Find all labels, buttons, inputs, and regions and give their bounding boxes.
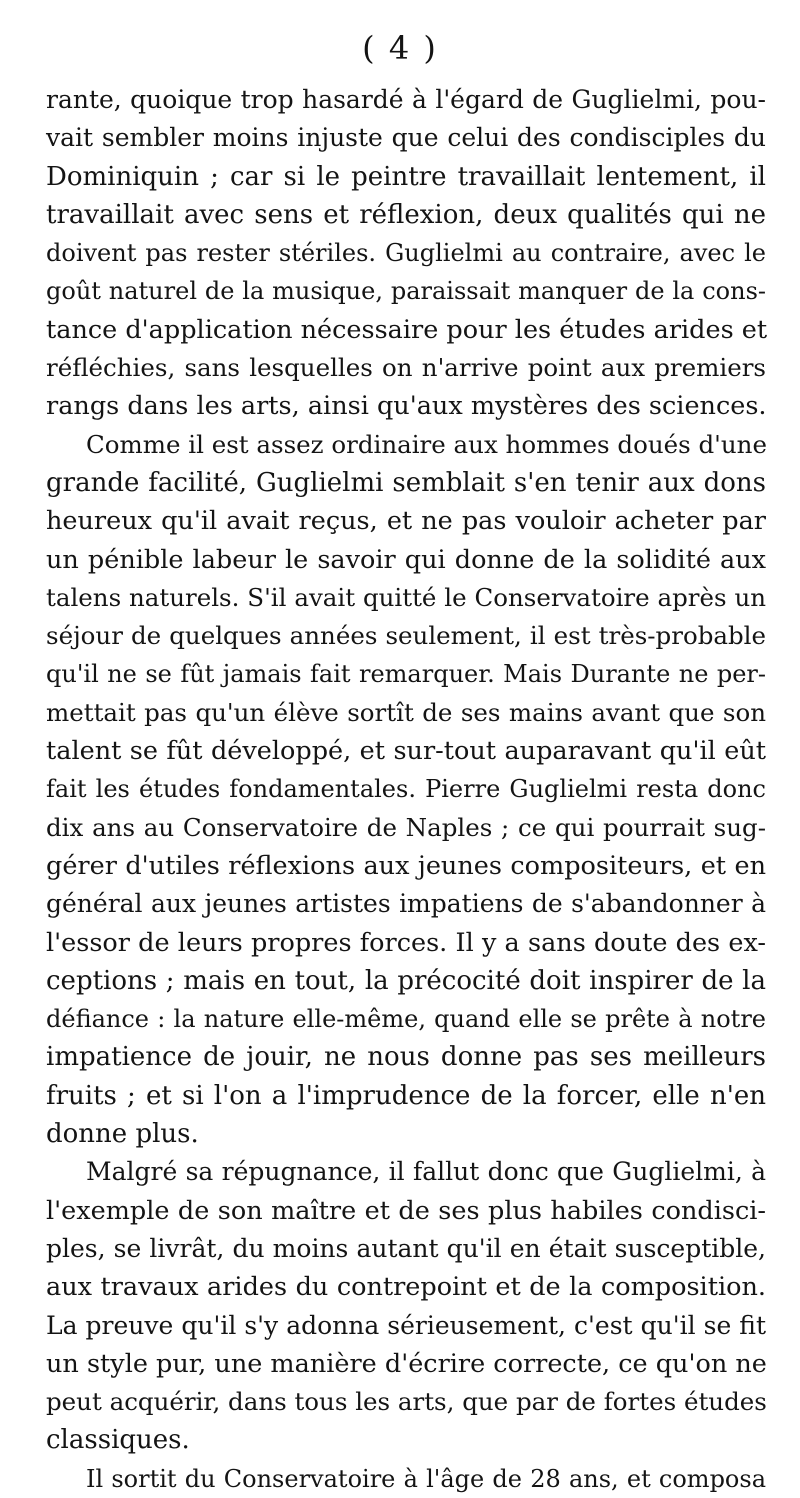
text-line: Comme il est assez ordinaire aux hommes doués d'une	[86, 429, 767, 459]
text-line: l'essor de leurs propres forces. Il y a sans doute des ex-	[46, 927, 766, 958]
text-line: fruits ; et si l'on a l'imprudence de la forcer, elle n'en	[46, 1080, 766, 1111]
text-line: gérer d'utiles réflexions aux jeunes compositeurs, et en	[46, 850, 766, 881]
page-number: ( 4 )	[362, 29, 438, 67]
text-line: fait les études fondamentales. Pierre Guglielmi resta donc	[46, 775, 766, 804]
text-line: rangs dans les arts, ainsi qu'aux mystères des sciences.	[46, 391, 767, 422]
text-line: séjour de quelques années seulement, il est très-probable	[46, 621, 766, 651]
text-line: qu'il ne se fût jamais fait remarquer. Mais Durante ne per-	[46, 660, 766, 689]
text-line: heureux qu'il avait reçus, et ne pas vouloir acheter par	[46, 506, 766, 537]
text-line: Malgré sa répugnance, il fallut donc que Guglielmi, à	[86, 1157, 766, 1187]
text-line: Il sortit du Conservatoire à l'âge de 28 ans, et composa	[86, 1464, 766, 1493]
body-text	[46, 81, 766, 1498]
text-line: ceptions ; mais en tout, la précocité doit inspirer de la	[46, 965, 766, 996]
text-line: travaillait avec sens et réflexion, deux qualités qui ne	[46, 199, 766, 230]
text-line: général aux jeunes artistes impatiens de s'abandonner à	[46, 889, 766, 919]
text-line: un style pur, une manière d'écrire correcte, ce qu'on ne	[46, 1348, 767, 1379]
text-line: rante, quoique trop hasardé à l'égard de Guglielmi, pou-	[46, 85, 766, 114]
text-line: vait sembler moins injuste que celui des condisciples du	[46, 123, 766, 153]
text-line: aux travaux arides du contrepoint et de la composition.	[46, 1272, 766, 1303]
text-line: ples, se livrât, du moins autant qu'il en était susceptible,	[46, 1233, 766, 1263]
text-line: grande facilité, Guglielmi semblait s'en tenir aux dons	[46, 467, 766, 498]
text-line: donne plus.	[46, 1119, 199, 1150]
text-line: La preuve qu'il s'y adonna sérieusement, c'est qu'il se fit	[46, 1310, 766, 1340]
text-line: peut acquérir, dans tous les arts, que par de fortes études	[46, 1387, 767, 1417]
text-line: tance d'application nécessaire pour les études arides et	[46, 314, 768, 345]
text-line: goût naturel de la musique, paraissait manquer de la cons-	[46, 277, 766, 306]
text-line: doivent pas rester stériles. Guglielmi au contraire, avec le	[46, 239, 766, 268]
text-line: talent se fût développé, et sur-tout auparavant qu'il eût	[46, 736, 766, 767]
text-line: défiance : la nature elle-même, quand elle se prête à notre	[46, 1005, 766, 1034]
text-line: réfléchies, sans lesquelles on n'arrive point aux premiers	[46, 353, 766, 383]
text-line: classiques.	[46, 1425, 190, 1456]
text-line: l'exemple de son maître et de ses plus habiles condisci-	[46, 1195, 766, 1226]
text-line: mettait pas qu'un élève sortît de ses mains avant que son	[46, 697, 766, 727]
text-line: Dominiquin ; car si le peintre travaillait lentement, il	[46, 161, 766, 192]
text-line: impatience de jouir, ne nous donne pas ses meilleurs	[46, 1042, 766, 1073]
text-line: talens naturels. S'il avait quitté le Conservatoire après un	[46, 582, 766, 612]
text-line: un pénible labeur le savoir qui donne de la solidité aux	[46, 544, 766, 575]
text-line: dix ans au Conservatoire de Naples ; ce qui pourrait sug-	[46, 812, 766, 842]
